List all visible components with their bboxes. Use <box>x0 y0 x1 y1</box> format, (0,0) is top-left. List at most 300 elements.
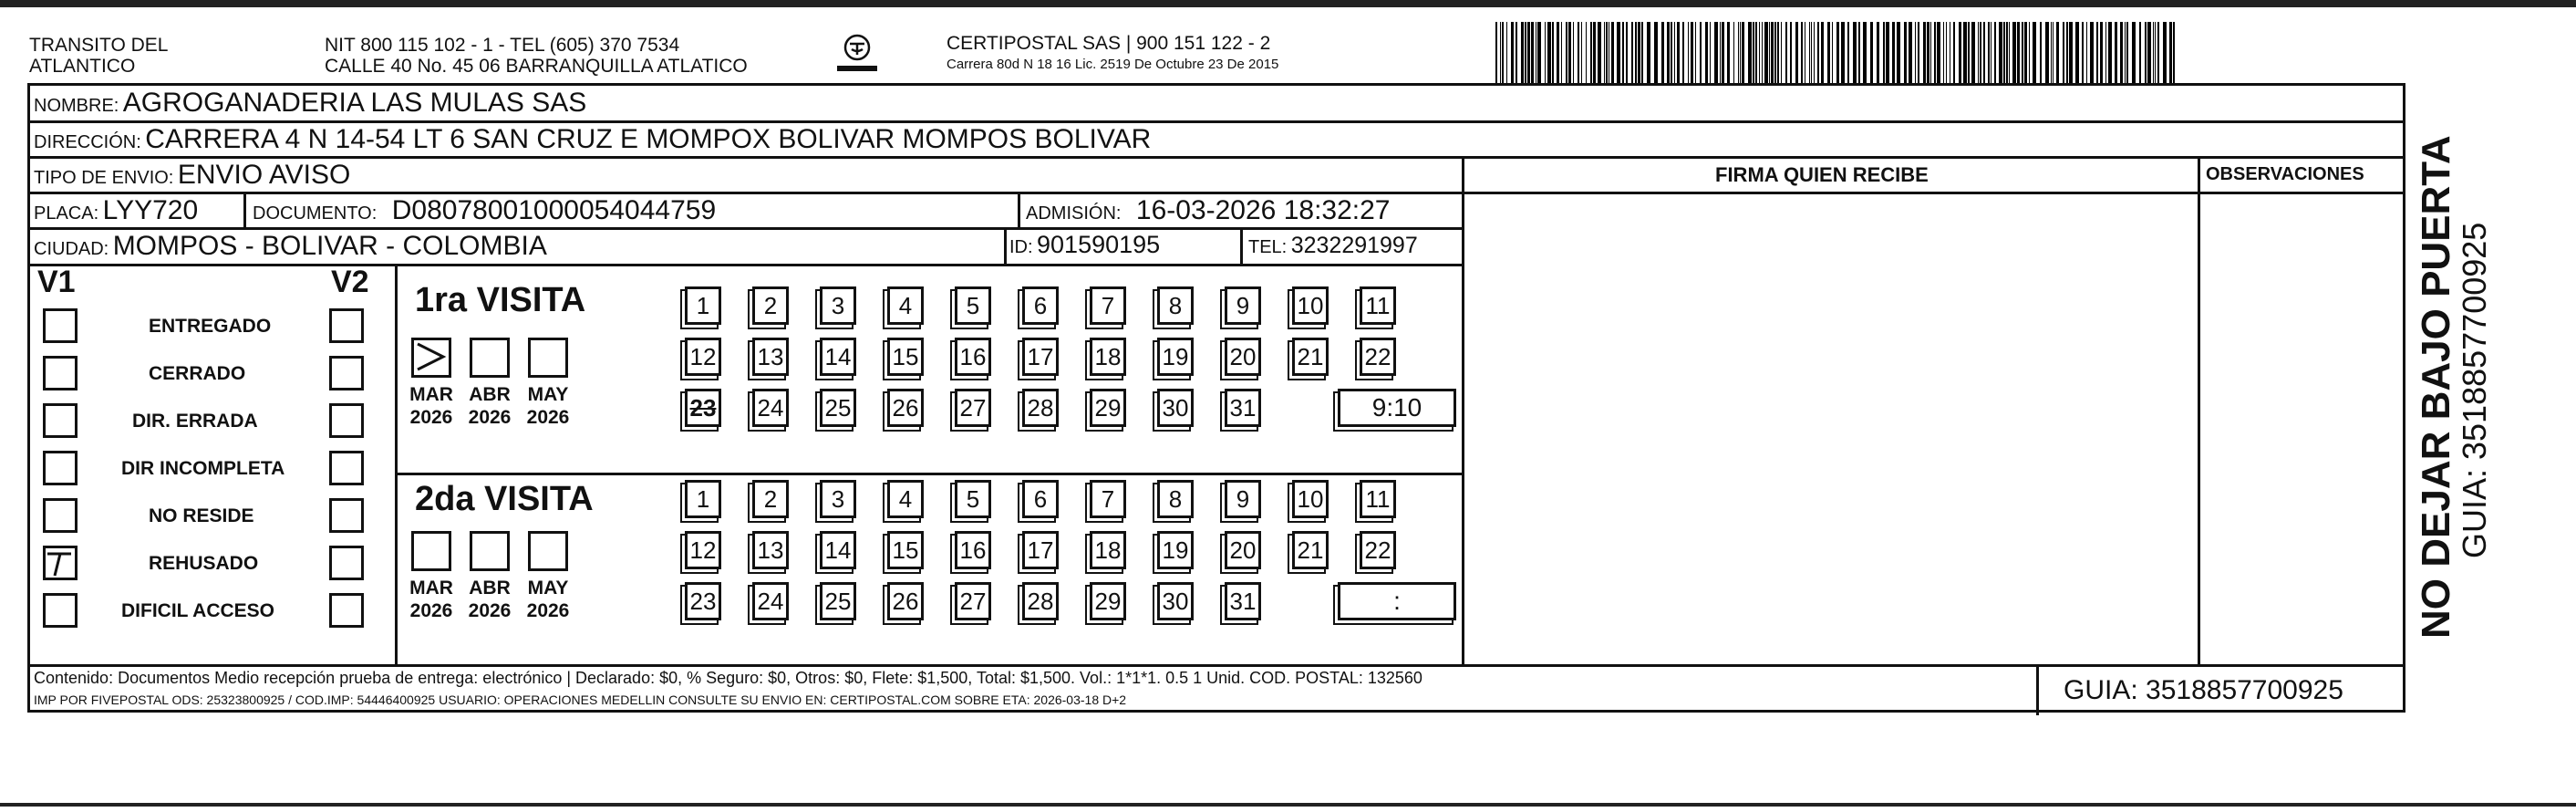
barcode-bar <box>1511 22 1514 84</box>
barcode-bar <box>2096 22 2098 84</box>
visit1-month-box-mar[interactable] <box>411 338 451 378</box>
footer-guia: GUIA: 3518857700925 <box>2064 675 2343 705</box>
carrier-info <box>947 33 1278 75</box>
visit2-day-box[interactable]: 19 <box>1157 531 1194 569</box>
nombre-row <box>34 89 586 117</box>
visit2-day-box[interactable]: 14 <box>820 531 856 569</box>
nit-line: NIT 800 115 102 - 1 - TEL (605) 370 7534 <box>325 35 680 56</box>
v1-checkbox-dir-errada[interactable] <box>43 403 78 438</box>
barcode-bar <box>1769 22 1770 84</box>
barcode-bar <box>1714 22 1718 84</box>
visit1-day-box[interactable]: 2 <box>752 286 789 325</box>
visit2-month-box-mar[interactable] <box>411 531 451 571</box>
barcode-bar <box>1598 22 1601 84</box>
barcode-bar <box>2012 22 2016 84</box>
barcode-bar <box>2017 22 2020 84</box>
visit1-day-box[interactable]: 31 <box>1225 389 1261 427</box>
barcode-bar <box>2033 22 2036 84</box>
barcode-bar <box>1927 22 1929 84</box>
barcode-bar <box>1617 22 1620 84</box>
visit1-day-box[interactable]: 8 <box>1157 286 1194 325</box>
visit1-day-box[interactable]: 16 <box>955 338 991 376</box>
company-line-2: ATLANTICO <box>29 56 136 77</box>
visit1-day-box[interactable]: 17 <box>1022 338 1059 376</box>
visit2-month-label: MAR <box>409 578 453 599</box>
tel-value: 3232291997 <box>1290 233 1418 258</box>
address-line: CALLE 40 No. 45 06 BARRANQUILLA ATLATICO <box>325 56 748 77</box>
barcode-bar <box>1671 22 1672 84</box>
barcode-bar <box>1647 22 1650 84</box>
visit1-month-box-may[interactable] <box>528 338 568 378</box>
visit2-day-box[interactable]: 1 <box>685 480 721 518</box>
barcode-bar <box>1795 22 1798 84</box>
tel-row <box>1248 234 1418 257</box>
barcode-bar <box>1710 22 1711 84</box>
visit2-day-box[interactable]: 18 <box>1090 531 1126 569</box>
barcode-bar <box>2115 22 2117 84</box>
v1-checkbox-no-reside[interactable] <box>43 498 78 533</box>
barcode-bar <box>1883 22 1885 84</box>
barcode-bar <box>1811 22 1812 84</box>
barcode-bar <box>1801 22 1803 84</box>
visit2-day-box[interactable]: 7 <box>1090 480 1126 518</box>
v2-checkbox-dir-errada[interactable] <box>329 403 364 438</box>
bottom-border <box>0 803 2576 807</box>
visit2-day-box[interactable]: 21 <box>1292 531 1329 569</box>
barcode-bar <box>1500 22 1501 84</box>
status-label: REHUSADO <box>149 553 259 574</box>
barcode-bar <box>1963 22 1967 84</box>
id-value: 901590195 <box>1037 231 1161 258</box>
visit1-day-box[interactable]: 1 <box>685 286 721 325</box>
placa-row <box>34 197 198 224</box>
barcode-bar <box>1635 22 1637 84</box>
visit1-day-box[interactable]: 6 <box>1022 286 1059 325</box>
barcode-bar <box>1764 22 1768 84</box>
barcode-bar <box>1790 22 1792 84</box>
barcode-bar <box>2145 22 2147 84</box>
barcode-bar <box>1695 22 1696 84</box>
barcode-bar <box>2045 22 2049 84</box>
barcode-bar <box>1527 22 1530 84</box>
barcode-bar <box>1677 22 1680 84</box>
visit2-day-box[interactable]: 22 <box>1360 531 1396 569</box>
barcode-bar <box>1531 22 1534 84</box>
visit1-month-label: ABR <box>469 384 511 405</box>
visit2-day-box[interactable]: 25 <box>820 582 856 620</box>
barcode-bar <box>2125 22 2126 84</box>
visit1-day-box[interactable]: 24 <box>752 389 789 427</box>
certipostal-logo <box>832 31 883 78</box>
ciudad-row <box>34 233 547 260</box>
barcode-bar <box>1568 22 1571 84</box>
tipo-envio-row <box>34 161 350 189</box>
barcode-bar <box>1753 22 1754 84</box>
barcode-bar <box>2108 22 2112 84</box>
barcode-bar <box>1858 22 1860 84</box>
barcode-bar <box>1611 22 1614 84</box>
barcode-bar <box>1915 22 1916 84</box>
barcode-bar <box>1581 22 1582 84</box>
top-border <box>0 0 2576 7</box>
barcode-bar <box>2139 22 2141 84</box>
barcode-bar <box>1821 22 1824 84</box>
visit2-day-box[interactable]: 30 <box>1157 582 1194 620</box>
barcode-bar <box>1785 22 1787 84</box>
barcode-bar <box>1999 22 2002 84</box>
barcode-bar <box>1983 22 1985 84</box>
footer-imp: IMP POR FIVEPOSTAL ODS: 25323800925 / COD.IMP: 54446400925 USUARIO: OPERACIONES MEDELLIN CONSULTE SU ENVIO EN: CERTIPOSTAL.COM SOBRE ETA: 2026-03-18 D+2 <box>34 692 1127 707</box>
barcode-bar <box>2132 22 2136 84</box>
barcode-bar <box>1537 22 1541 84</box>
barcode-bar <box>1897 22 1900 84</box>
status-label: DIR. ERRADA <box>132 411 258 432</box>
barcode-bar <box>1631 22 1633 84</box>
barcode-bar <box>1968 22 1970 84</box>
visit2-day-box[interactable]: 15 <box>887 531 924 569</box>
footer-contenido: Contenido: Documentos Medio recepción prueba de entrega: electrónico | Declarado: $0, % Seguro: $0, Otros: $0, Flete: $1,500, Total: $1,500. Vol.: 1*1*1. 0.5 1 Unid. COD. POSTAL: 132560 <box>34 669 1422 687</box>
barcode-bar <box>1771 22 1774 84</box>
v1-checkbox-dificil-acceso[interactable] <box>43 593 78 628</box>
visit2-day-box[interactable]: 3 <box>820 480 856 518</box>
visit1-day-box[interactable]: 27 <box>955 389 991 427</box>
barcode-bar <box>1561 22 1562 84</box>
barcode-bar <box>1934 22 1936 84</box>
visit2-day-box[interactable]: 16 <box>955 531 991 569</box>
barcode-bar <box>1506 22 1507 84</box>
barcode-bar <box>1638 22 1640 84</box>
visit2-year-label: 2026 <box>526 600 570 621</box>
visit1-year-label: 2026 <box>468 407 512 428</box>
admision-label: ADMISIÓN: <box>1026 203 1122 224</box>
company-name <box>29 35 168 77</box>
barcode-bar <box>2075 22 2079 84</box>
barcode-bar <box>1774 22 1776 84</box>
v2-checkbox-rehusado[interactable] <box>329 546 364 580</box>
visit1-day-box[interactable]: 15 <box>887 338 924 376</box>
visit1-month-label: MAR <box>409 384 453 405</box>
barcode-bar <box>1557 22 1559 84</box>
barcode-bar <box>2022 22 2023 84</box>
barcode-bar <box>2155 22 2156 84</box>
documento-row <box>253 197 716 224</box>
barcode-bar <box>1590 22 1592 84</box>
visit2-day-box[interactable]: 24 <box>752 582 789 620</box>
barcode-bar <box>1841 22 1845 84</box>
barcode-bar <box>1742 22 1744 84</box>
barcode-bar <box>1547 22 1551 84</box>
barcode-bar <box>1674 22 1675 84</box>
visit2-month-label: ABR <box>469 578 511 599</box>
barcode-bar <box>1781 22 1782 84</box>
barcode-bar <box>2090 22 2094 84</box>
v2-checkbox-dir-incompleta[interactable] <box>329 451 364 485</box>
barcode-bar <box>2003 22 2005 84</box>
barcode-bar <box>1566 22 1567 84</box>
barcode-bar <box>1918 22 1919 84</box>
barcode-bar <box>1586 22 1587 84</box>
visit2-day-box[interactable]: 10 <box>1292 480 1329 518</box>
firma-label: FIRMA QUIEN RECIBE <box>1715 163 1929 186</box>
barcode-bar <box>1937 22 1940 84</box>
barcode-bar <box>1923 22 1926 84</box>
v1-checkbox-cerrado[interactable] <box>43 356 78 390</box>
barcode-bar <box>2126 22 2128 84</box>
nombre-value: AGROGANADERIA LAS MULAS SAS <box>122 88 587 118</box>
visit1-day-box[interactable]: 13 <box>752 338 789 376</box>
visit1-day-box[interactable]: 10 <box>1292 286 1329 325</box>
v1-header: V1 <box>37 265 76 299</box>
barcode-bar <box>2053 22 2054 84</box>
tipo-value: ENVIO AVISO <box>177 160 351 190</box>
barcode-bar <box>1502 22 1504 84</box>
documento-label: DOCUMENTO: <box>253 203 378 224</box>
barcode-bar <box>1863 22 1867 84</box>
visit1-day-box[interactable]: 11 <box>1360 286 1396 325</box>
visit1-day-box[interactable]: 30 <box>1157 389 1194 427</box>
barcode-bar <box>2157 22 2159 84</box>
barcode-bar <box>1740 22 1741 84</box>
visit1-day-box[interactable]: 19 <box>1157 338 1194 376</box>
barcode-bar <box>1606 22 1608 84</box>
barcode-bar <box>2024 22 2027 84</box>
visit2-day-box[interactable]: 9 <box>1225 480 1261 518</box>
barcode-bar <box>2086 22 2087 84</box>
barcode-bar <box>1604 22 1605 84</box>
visit2-day-box[interactable]: 23 <box>685 582 721 620</box>
barcode-bar <box>1870 22 1873 84</box>
barcode <box>1495 22 2179 84</box>
visit2-day-box[interactable]: 8 <box>1157 480 1194 518</box>
status-label: CERRADO <box>149 363 246 384</box>
barcode-bar <box>1733 22 1734 84</box>
barcode-bar <box>1832 22 1833 84</box>
documento-value: D08078001000054044759 <box>391 195 717 225</box>
visit1-day-box[interactable]: 25 <box>820 389 856 427</box>
barcode-bar <box>1988 22 1990 84</box>
barcode-bar <box>2120 22 2123 84</box>
barcode-bar <box>1691 22 1693 84</box>
barcode-bar <box>1909 22 1912 84</box>
barcode-bar <box>1886 22 1889 84</box>
barcode-bar <box>1978 22 1979 84</box>
observaciones-label: OBSERVACIONES <box>2206 164 2364 184</box>
visit2-day-box[interactable]: 5 <box>955 480 991 518</box>
barcode-bar <box>2006 22 2008 84</box>
id-label: ID: <box>1009 237 1033 257</box>
v2-checkbox-cerrado[interactable] <box>329 356 364 390</box>
barcode-bar <box>1722 22 1724 84</box>
status-label: DIFICIL ACCESO <box>121 600 275 621</box>
direccion-value: CARRERA 4 N 14-54 LT 6 SAN CRUZ E MOMPOX BOLIVAR MOMPOS BOLIVAR <box>145 124 1152 154</box>
visit2-day-box[interactable]: 12 <box>685 531 721 569</box>
barcode-bar <box>1626 22 1628 84</box>
visit1-year-label: 2026 <box>409 407 453 428</box>
status-label: NO RESIDE <box>149 505 254 526</box>
visit1-day-box[interactable]: 5 <box>955 286 991 325</box>
visit1-day-box[interactable]: 21 <box>1292 338 1329 376</box>
barcode-bar <box>1853 22 1857 84</box>
tipo-label: TIPO DE ENVIO: <box>34 168 174 188</box>
barcode-bar <box>1777 22 1779 84</box>
barcode-bar <box>1953 22 1955 84</box>
barcode-bar <box>1814 22 1815 84</box>
barcode-bar <box>2173 22 2175 84</box>
admision-value: 16-03-2026 18:32:27 <box>1135 195 1391 225</box>
visit2-day-box[interactable]: 11 <box>1360 480 1396 518</box>
visit2-day-box[interactable]: 28 <box>1022 582 1059 620</box>
barcode-bar <box>1748 22 1752 84</box>
visit2-day-box[interactable]: 4 <box>887 480 924 518</box>
visit2-day-box[interactable]: 20 <box>1225 531 1261 569</box>
barcode-bar <box>1847 22 1849 84</box>
barcode-bar <box>2051 22 2052 84</box>
visit1-day-box[interactable]: 23 <box>685 389 721 427</box>
barcode-bar <box>1904 22 1907 84</box>
barcode-bar <box>1667 22 1670 84</box>
visit1-day-box[interactable]: 4 <box>887 286 924 325</box>
barcode-bar <box>1688 22 1689 84</box>
carrier-line: CERTIPOSTAL SAS | 900 151 122 - 2 <box>947 33 1271 54</box>
visit2-time-box[interactable]: : <box>1338 582 1456 620</box>
barcode-bar <box>1654 22 1658 84</box>
visit1-day-box[interactable]: 29 <box>1090 389 1126 427</box>
barcode-bar <box>2040 22 2042 84</box>
barcode-bar <box>2082 22 2084 84</box>
v2-checkbox-entregado[interactable] <box>329 308 364 343</box>
placa-value: LYY720 <box>102 195 199 225</box>
barcode-bar <box>2163 22 2167 84</box>
barcode-bar <box>1943 22 1944 84</box>
visit2-day-box[interactable]: 2 <box>752 480 789 518</box>
barcode-bar <box>1959 22 1961 84</box>
barcode-bar <box>1971 22 1975 84</box>
visit1-month-label: MAY <box>527 384 569 405</box>
barcode-bar <box>1817 22 1819 84</box>
barcode-bar <box>2069 22 2073 84</box>
barcode-bar <box>1877 22 1879 84</box>
barcode-bar <box>1682 22 1684 84</box>
barcode-bar <box>1641 22 1643 84</box>
visit2-year-label: 2026 <box>468 600 512 621</box>
visit2-year-label: 2026 <box>409 600 453 621</box>
barcode-bar <box>1930 22 1931 84</box>
company-line-1: TRANSITO DEL <box>29 35 169 56</box>
status-label: ENTREGADO <box>149 316 272 337</box>
visit1-day-box[interactable]: 3 <box>820 286 856 325</box>
barcode-bar <box>1521 22 1524 84</box>
visit2-day-box[interactable]: 27 <box>955 582 991 620</box>
visit2-title: 2da VISITA <box>415 480 594 518</box>
admision-row <box>1026 197 1390 224</box>
v2-header: V2 <box>331 265 369 299</box>
visit2-day-box[interactable]: 17 <box>1022 531 1059 569</box>
sender-info <box>325 35 748 77</box>
barcode-bar <box>2029 22 2030 84</box>
visit2-month-box-may[interactable] <box>528 531 568 571</box>
visit2-month-label: MAY <box>527 578 569 599</box>
visit1-day-box[interactable]: 12 <box>685 338 721 376</box>
visit2-day-box[interactable]: 29 <box>1090 582 1126 620</box>
barcode-bar <box>1573 22 1574 84</box>
barcode-bar <box>1516 22 1517 84</box>
barcode-bar <box>1755 22 1757 84</box>
barcode-bar <box>2063 22 2064 84</box>
barcode-bar <box>2056 22 2059 84</box>
visit1-day-box[interactable]: 7 <box>1090 286 1126 325</box>
v1-checkbox-rehusado[interactable] <box>43 546 78 580</box>
barcode-bar <box>1738 22 1739 84</box>
visit1-day-box[interactable]: 26 <box>887 389 924 427</box>
barcode-bar <box>1705 22 1708 84</box>
barcode-bar <box>2147 22 2151 84</box>
nombre-label: NOMBRE: <box>34 96 119 116</box>
barcode-bar <box>1661 22 1664 84</box>
visit2-day-box[interactable]: 26 <box>887 582 924 620</box>
visit2-day-box[interactable]: 13 <box>752 531 789 569</box>
barcode-bar <box>1593 22 1596 84</box>
v2-checkbox-no-reside[interactable] <box>329 498 364 533</box>
placa-label: PLACA: <box>34 203 99 224</box>
visit1-day-box[interactable]: 14 <box>820 338 856 376</box>
barcode-bar <box>1700 22 1702 84</box>
barcode-bar <box>1759 22 1760 84</box>
v2-checkbox-dificil-acceso[interactable] <box>329 593 364 628</box>
barcode-bar <box>1836 22 1839 84</box>
barcode-bar <box>1720 22 1721 84</box>
barcode-bar <box>1578 22 1579 84</box>
visit1-day-box[interactable]: 28 <box>1022 389 1059 427</box>
barcode-bar <box>1827 22 1830 84</box>
ciudad-label: CIUDAD: <box>34 239 109 259</box>
barcode-bar <box>1545 22 1546 84</box>
barcode-bar <box>1727 22 1730 84</box>
barcode-bar <box>1762 22 1763 84</box>
tel-label: TEL: <box>1248 237 1288 257</box>
barcode-bar <box>1980 22 1981 84</box>
barcode-bar <box>1809 22 1810 84</box>
visit1-time-box[interactable]: 9:10 <box>1338 389 1456 427</box>
visit1-month-box-abr[interactable] <box>470 338 510 378</box>
barcode-bar <box>1946 22 1947 84</box>
v1-checkbox-entregado[interactable] <box>43 308 78 343</box>
id-row <box>1009 233 1160 257</box>
visit1-day-box[interactable]: 9 <box>1225 286 1261 325</box>
status-label: DIR INCOMPLETA <box>121 458 285 479</box>
barcode-bar <box>2100 22 2103 84</box>
barcode-bar <box>1622 22 1624 84</box>
visit1-day-box[interactable]: 18 <box>1090 338 1126 376</box>
visit1-year-label: 2026 <box>526 407 570 428</box>
visit1-title: 1ra VISITA <box>415 281 586 319</box>
visit2-month-box-abr[interactable] <box>470 531 510 571</box>
barcode-bar <box>1495 22 1497 84</box>
visit2-day-box[interactable]: 31 <box>1225 582 1261 620</box>
visit1-day-box[interactable]: 20 <box>1225 338 1261 376</box>
barcode-bar <box>2105 22 2106 84</box>
direccion-label: DIRECCIÓN: <box>34 132 141 152</box>
barcode-bar <box>2169 22 2172 84</box>
barcode-bar <box>1994 22 1996 84</box>
visit1-day-box[interactable]: 22 <box>1360 338 1396 376</box>
barcode-bar <box>1892 22 1895 84</box>
side-warning: NO DEJAR BAJO PUERTA <box>2414 135 2458 639</box>
direccion-row <box>34 126 1151 153</box>
v1-checkbox-dir-incompleta[interactable] <box>43 451 78 485</box>
visit2-day-box[interactable]: 6 <box>1022 480 1059 518</box>
barcode-bar <box>1525 22 1526 84</box>
ciudad-value: MOMPOS - BOLIVAR - COLOMBIA <box>112 231 547 261</box>
